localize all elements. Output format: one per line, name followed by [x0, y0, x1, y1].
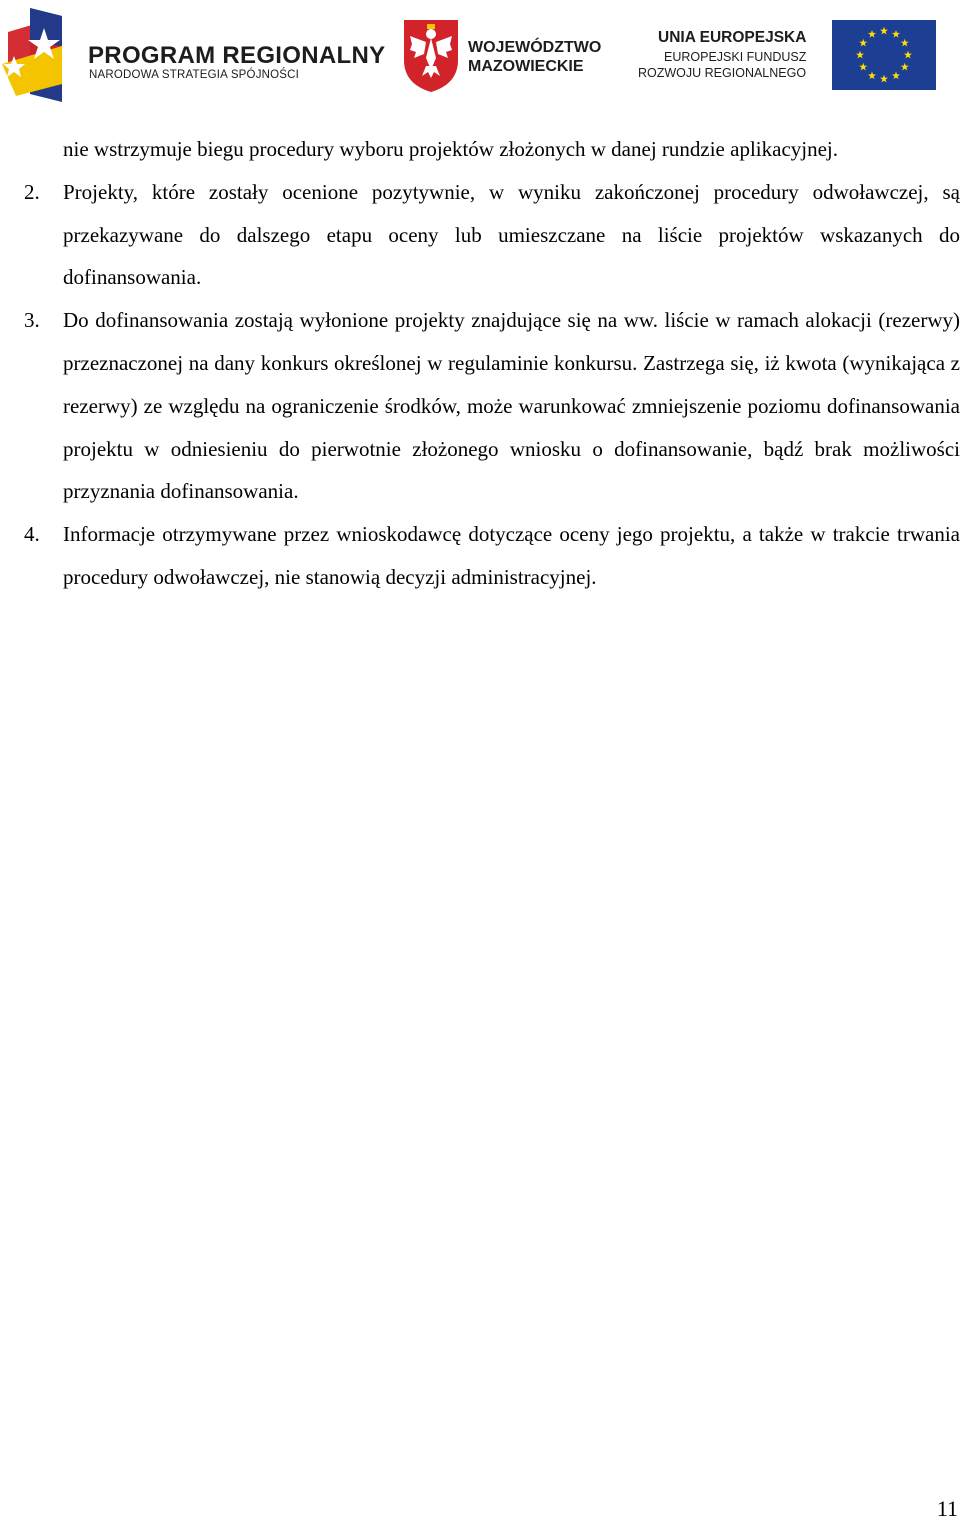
voivodeship-line-1: WOJEWÓDZTWO [468, 39, 602, 56]
voivodeship-name [468, 38, 601, 76]
eu-logo [636, 14, 938, 94]
page-number: 11 [936, 1496, 958, 1521]
program-regionalny-emblem-icon [0, 2, 88, 106]
list-item-text: Informacje otrzymywane przez wnioskodawcę dotyczące oceny jego projektu, a także w trakcie trwania procedury odwoławczej, nie stanowią decyzji administracyjnej. [63, 522, 960, 589]
intro-paragraph: nie wstrzymuje biegu procedury wyboru projektów złożonych w danej rundzie aplikacyjnej. [63, 137, 839, 161]
mazowieckie-logo [400, 14, 622, 94]
list-item-text: Projekty, które zostały ocenione pozytywnie, w wyniku zakończonej procedury odwoławczej, są przekazywane do dalszego etapu oceny lub umieszczane na liście projektów wskazanych do dofinansowania. [63, 179, 960, 290]
list-item-number: 2. [24, 179, 40, 204]
eagle-shield-icon [400, 14, 462, 94]
program-subtitle: NARODOWA STRATEGIA SPÓJNOŚCI [89, 69, 300, 81]
eu-title: UNIA EUROPEJSKA [658, 29, 807, 46]
document-body [24, 128, 960, 599]
list-item-number: 4. [24, 522, 40, 547]
page-header [0, 0, 960, 108]
list-item-text: Do dofinansowania zostają wyłonione projekty znajdujące się na ww. liście w ramach alokacji (rezerwy) przeznaczonej na dany konkurs określonej w regulaminie konkursu. Zastrzega się, iż kwota (wynikająca z rezerwy) ze względu na ograniczenie środków, może warunkować zmniejszenie poziomu dofinansowania projektu w odniesieniu do pierwotnie złożonego wniosku o dofinansowanie, bądź brak możliwości przyznania dofinansowania. [63, 308, 960, 504]
list-item [24, 513, 960, 599]
program-regionalny-logo [0, 2, 392, 106]
program-title: PROGRAM REGIONALNY [88, 42, 386, 69]
eu-fund-line-2: ROZWOJU REGIONALNEGO [638, 66, 807, 80]
list-item-number: 3. [24, 308, 40, 333]
eu-fund-line-1: EUROPEJSKI FUNDUSZ [664, 50, 807, 64]
list-item [24, 171, 960, 299]
eu-flag-icon [832, 20, 936, 90]
list-item [24, 299, 960, 513]
voivodeship-line-2: MAZOWIECKIE [468, 58, 584, 75]
